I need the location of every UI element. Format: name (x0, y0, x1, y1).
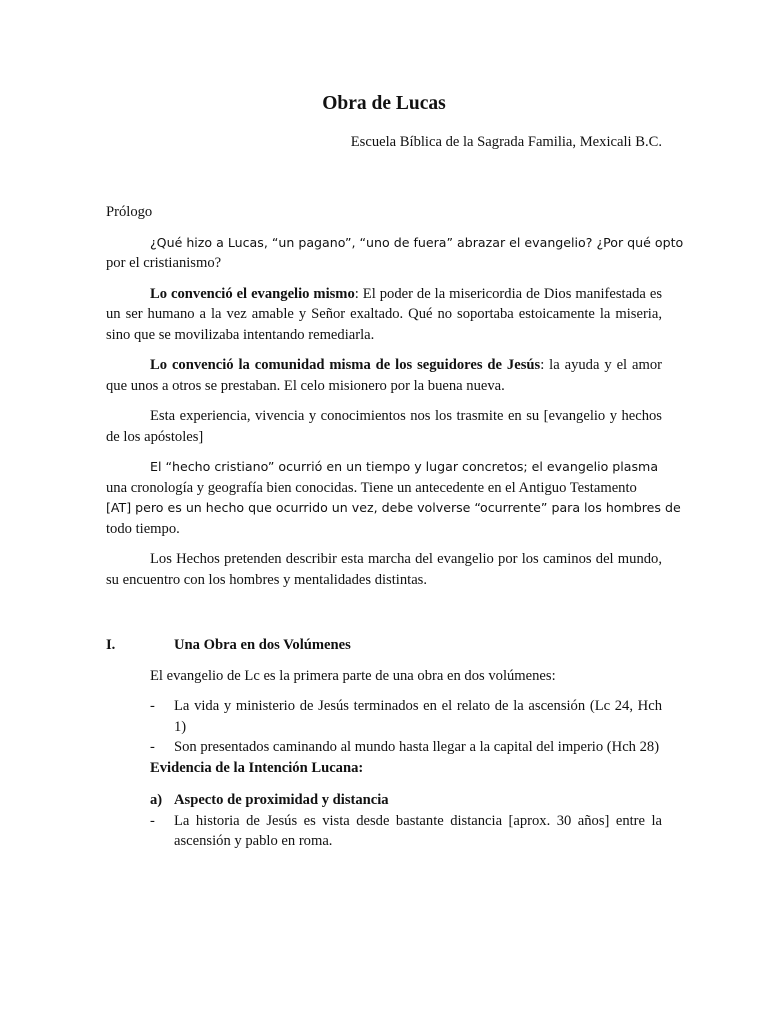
bullet-dash: - (150, 812, 155, 829)
paragraph-comunidad (106, 355, 662, 396)
paragraph-hechos: Los Hechos pretenden describir esta marcha del evangelio por los caminos del mundo, su encuentro con los hombres y mentalidades distintas. (106, 551, 662, 588)
bullet-text: Son presentados caminando al mundo hasta llegar a la capital del imperio (Hch 28) (174, 739, 660, 755)
subsection-a-heading (150, 790, 662, 811)
paragraph-hecho-line-1: El “hecho cristiano” ocurrió en un tiempo y lugar concretos; el evangelio plasma (150, 459, 659, 474)
subsection-a-title: Aspecto de proximidad y distancia (174, 792, 389, 808)
prologo-heading: Prólogo (106, 204, 153, 220)
bullet-dash: - (150, 739, 155, 755)
paragraph-evangelio-text: : El poder de la misericordia de Dios manifestada es un ser humano a la vez amable y Señor exaltado. Qué no soportaba estoicamente la miseria, sino que se movilizaba intentando remediarla. (106, 285, 662, 343)
paragraph-hecho-line-2: una cronología y geografía bien conocidas. Tiene un antecedente en el Antiguo Testamento (106, 479, 637, 496)
paragraph-evangelio-bold: Lo convenció el evangelio mismo (150, 285, 355, 302)
section-1-number: I. (106, 637, 116, 653)
document-title: Obra de Lucas (322, 93, 446, 114)
paragraph-question: ¿Qué hizo a Lucas, “un pagano”, “uno de fuera” abrazar el evangelio? ¿Por qué opto (150, 234, 684, 250)
document-subtitle: Escuela Bíblica de la Sagrada Familia, Mexicali B.C. (350, 134, 662, 150)
paragraph-hecho-line-4: todo tiempo. (106, 520, 180, 537)
bullet-text: La historia de Jesús es vista desde bastante distancia [aprox. 30 años] entre la ascensión y pablo en roma. (174, 812, 662, 849)
bullet-dash: - (150, 698, 155, 714)
paragraph-experiencia: Esta experiencia, vivencia y conocimientos nos los trasmite en su [evangelio y hechos de los apóstoles] (106, 408, 662, 445)
paragraph-evangelio (106, 284, 662, 346)
section-1-body (106, 666, 662, 852)
list-item (150, 811, 662, 852)
section-1-intro: El evangelio de Lc es la primera parte de una obra en dos volúmenes: (150, 667, 556, 684)
subsection-a-marker: a) (150, 792, 163, 808)
paragraph-hecho-cristiano (106, 457, 681, 539)
paragraph-comunidad-bold: Lo convenció la comunidad misma de los seguidores de Jesús (150, 357, 541, 373)
paragraph-hecho-line-3: [AT] pero es un hecho que ocurrido un vez, debe volverse “ocurrente” para los hombres de (106, 500, 681, 515)
subsection-a-bullet-list (150, 811, 662, 852)
bullet-text: La vida y ministerio de Jesús terminados en el relato de la ascensión (Lc 24, Hch 1) (174, 698, 662, 735)
list-item (150, 696, 662, 737)
section-1-bullet-list (150, 696, 662, 758)
paragraph-question-cont: por el cristianismo? (106, 255, 222, 271)
paragraph-comunidad-text: : la ayuda y el amor que unos a otros se prestaban. El celo misionero por la buena nueva. (106, 357, 662, 394)
document-body (106, 202, 684, 852)
evidence-heading: Evidencia de la Intención Lucana: (150, 759, 364, 776)
section-1-title: Una Obra en dos Volúmenes (174, 637, 351, 653)
section-1-heading (106, 635, 662, 656)
list-item (150, 737, 662, 758)
